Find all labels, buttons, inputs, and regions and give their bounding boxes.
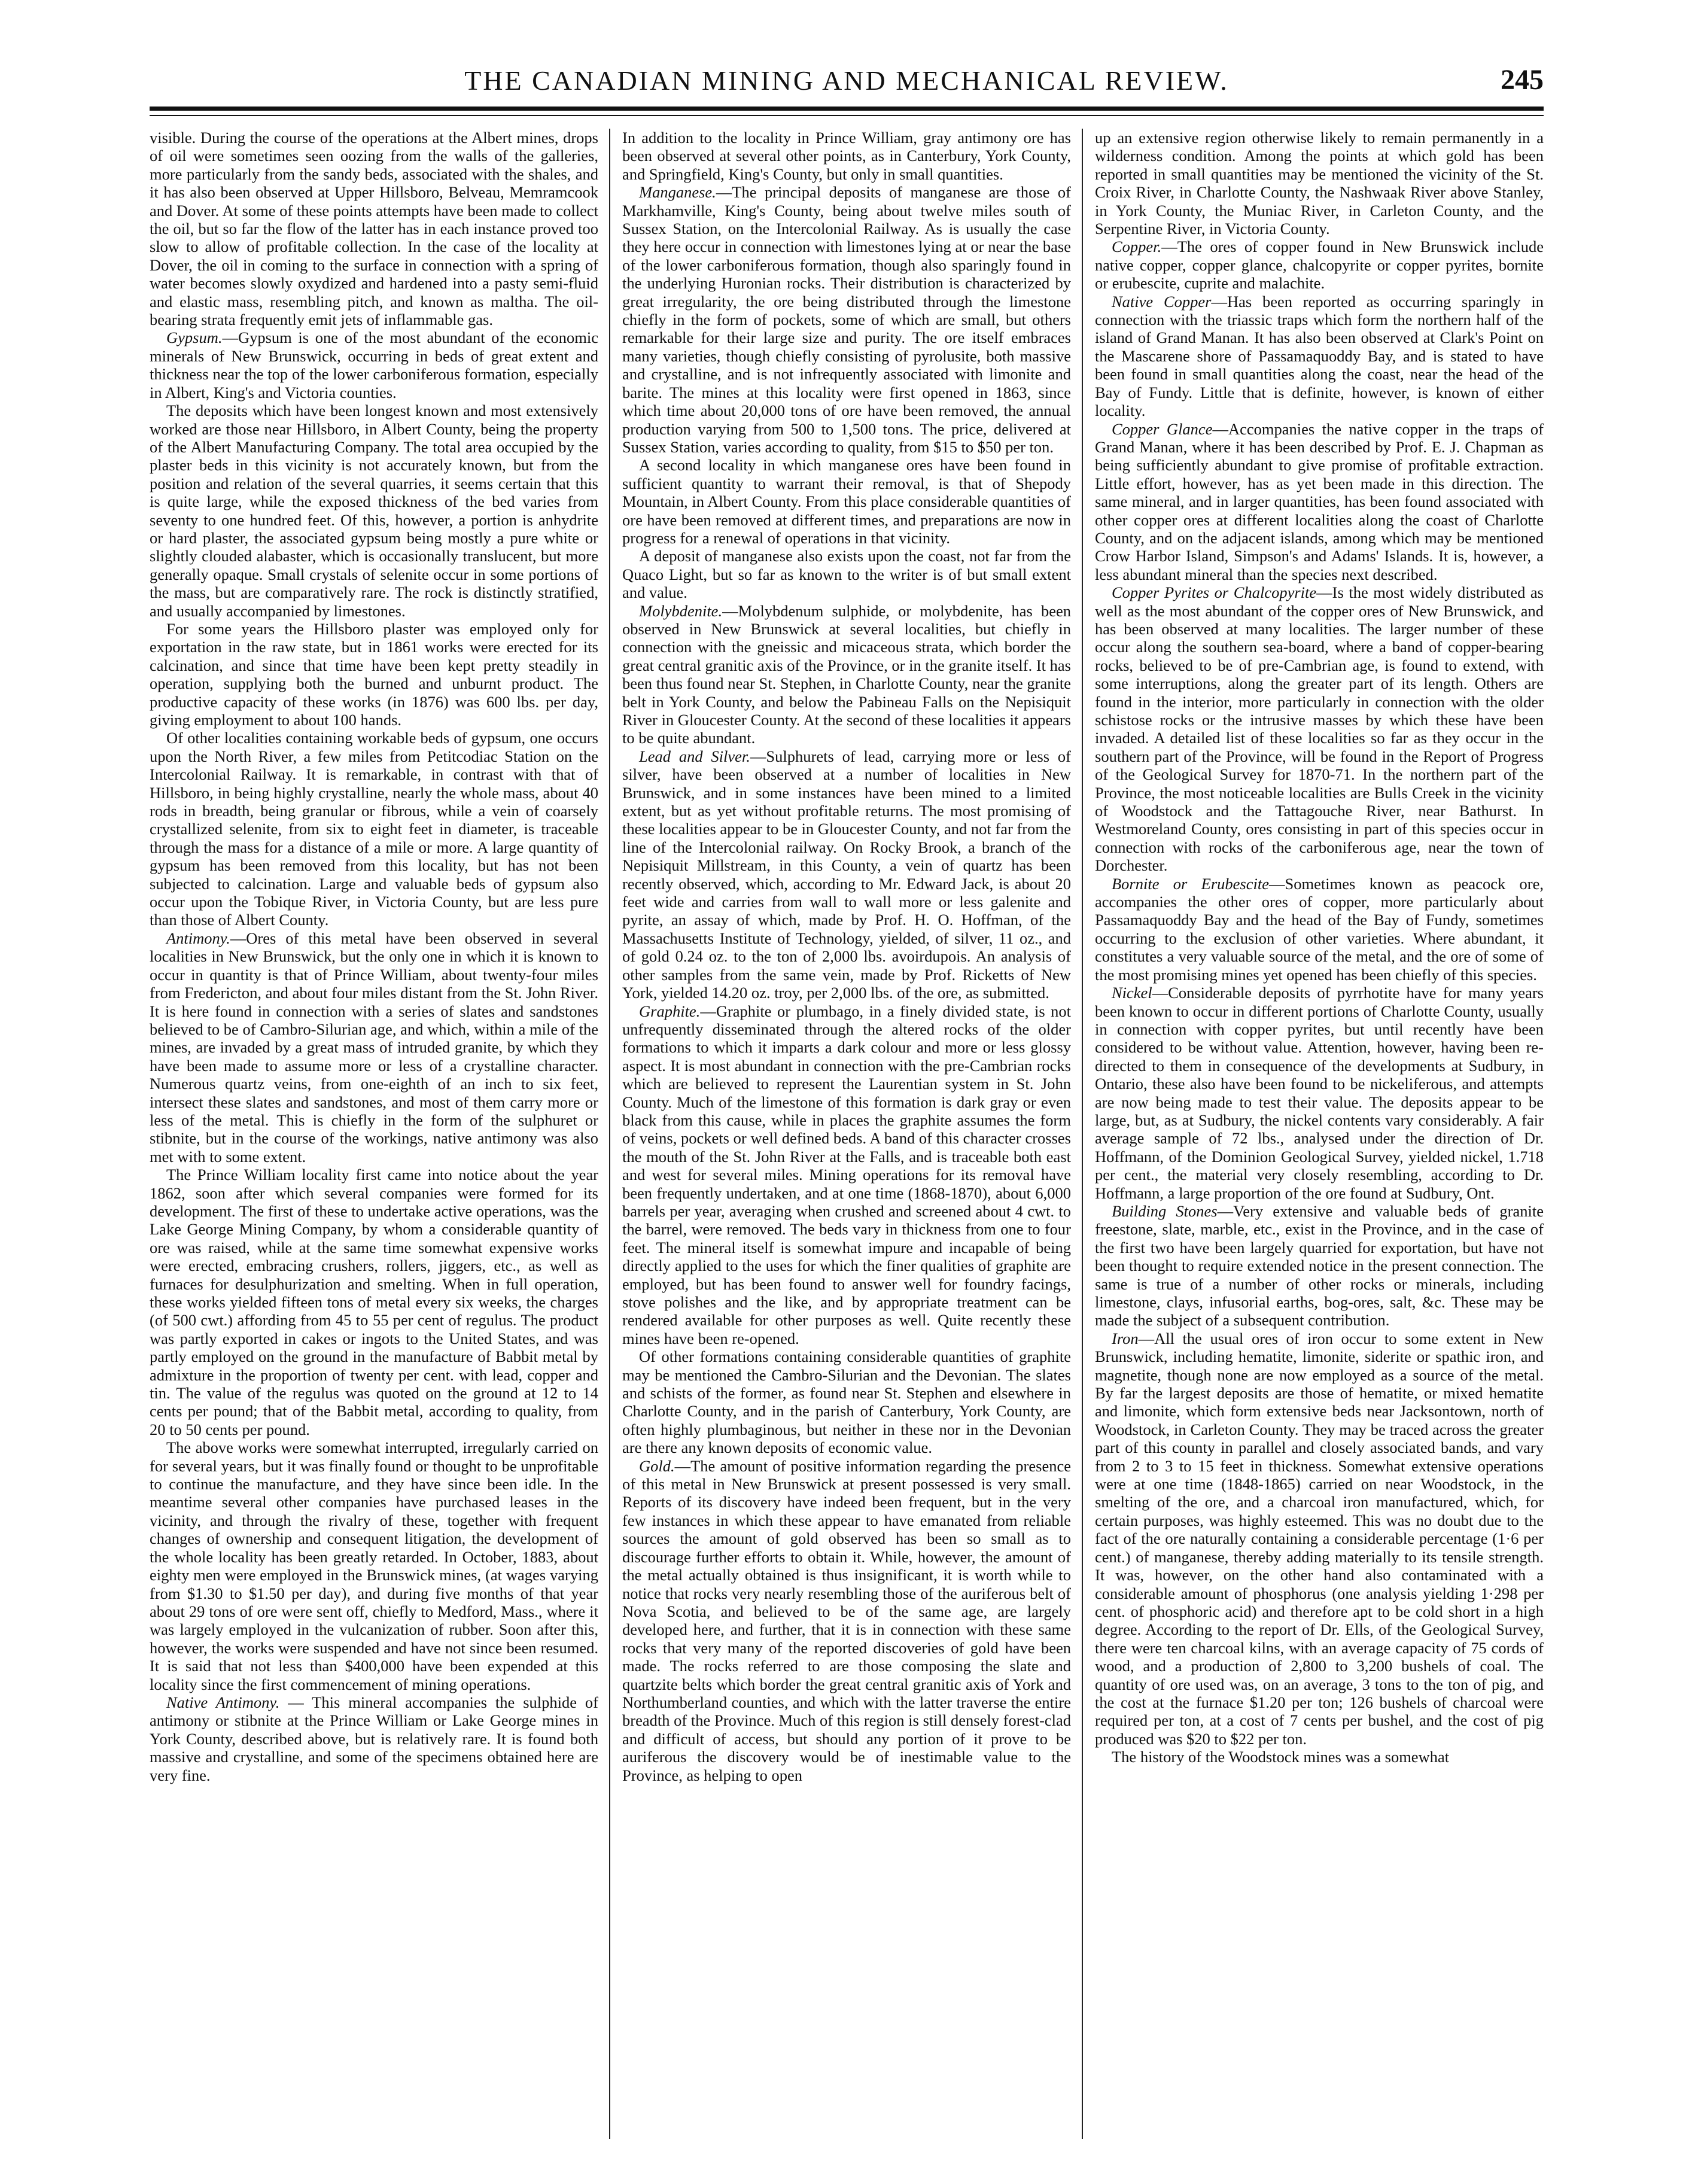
paragraph-text: Of other localities containing workable beds of gypsum, one occurs upon the North River, a few miles from Petitcodiac Station on the Intercolonial Railway. It is remarkable, in contrast with that of Hillsboro, in being highly crystalline, nearly the whole mass, about 40 rods in breadth, being granular or fibrous, while a vein of coarsely crystallized selenite, from six to eight feet in diameter, is traceable through the mass for a distance of a mile or more. A large quantity of gypsum has been removed from this locality, but has not been subjected to calcination. Large and valuable beds of gypsum also occur upon the Tobique River, in Victoria County, but are less pure than those of Albert County.: [150, 729, 598, 929]
paragraph: [622, 1002, 1071, 1348]
paragraph: [622, 547, 1071, 601]
paragraph: [1095, 1748, 1544, 1766]
paragraph-text: —Accompanies the native copper in the traps of Grand Manan, where it has been described by Prof. E. J. Chapman as being sufficiently abundant to give promise of profitable extraction. Little effort, however, has as yet been made in this direction. The same mineral, and in larger quantities, has been found associated with other copper ores at different localities along the coast of Charlotte County, and on the adjacent islands, among which may be mentioned Crow Harbor Island, Simpson's and Adams' Islands. It is, however, a less abundant mineral than the species next described.: [1095, 419, 1544, 583]
paragraph: [1095, 293, 1544, 420]
paragraph-text: —Sometimes known as peacock ore, accompanies the other ores of copper, more particularly about Passamaquoddy Bay and the head of the Bay of Fundy, sometimes occurring to the exclusion of other varieties. Where abundant, it constitutes a very valuable source of the metal, and the ore of some of the most promising mines yet opened has been chiefly of this species.: [1095, 874, 1544, 984]
paragraph-text: —All the usual ores of iron occur to some extent in New Brunswick, including hematite, limonite, siderite or spathic iron, and magnetite, though none are now employed as a source of the metal. By far the largest deposits are those of hematite, or mixed hematite and limonite, which form extensive beds near Jacksontown, north of Woodstock, in Carleton County. They may be traced across the greater part of this county in parallel and closely associated bands, and vary from 2 to 3 to 15 feet in thickness. Somewhat extensive operations were at one time (1848-1865) carried on near Woodstock, in the smelting of the ore, and a charcoal iron manufactured, which, for certain purposes, was highly esteemed. This was no doubt due to the fact of the ore naturally containing a considerable percentage (1·6 per cent.) of manganese, thereby adding materially to its tensile strength. It was, however, on the other hand also contaminated with a considerable amount of phosphorus (one analysis yielding 1·298 per cent. of phosphoric acid) and therefore apt to be cold short in a high degree. According to the report of Dr. Ells, of the Geological Survey, there were ten charcoal kilns, with an average capacity of 75 cords of wood, and a production of 2,800 to 3,200 bushels of coal. The quantity of ore used was, on an average, 3 tons to the ton of pig, and the cost at the furnace $1.20 per ton; 126 bushels of charcoal were required per ton, at a cost of 7 cents per bushel, and the cost of pig produced was $20 to $22 per ton.: [1095, 1329, 1544, 1748]
header-rule-thick: [150, 107, 1544, 111]
paragraph: [150, 1693, 598, 1784]
paragraph: [150, 929, 598, 1166]
paragraph-text: For some years the Hillsboro plaster was employed only for exportation in the raw state, but in 1861 works were erected for its calcination, and since that time have been kept pretty steadily in operation, supplying both the burned and unburnt product. The productive capacity of these works (in 1876) was 600 lbs. per day, giving employment to about 100 hands.: [150, 619, 598, 729]
column-3: [1095, 129, 1544, 2139]
paragraph-text: The above works were somewhat interrupted, irregularly carried on for several years, but it was finally found or thought to be unprofitable to continue the manufacture, and they have since been idle. In the meantime several other companies have purchased leases in the vicinity, and through the rivalry of these, together with frequent changes of ownership and consequent litigation, the development of the whole locality has been greatly retarded. In October, 1883, about eighty men were employed in the Brunswick mines, (at wages varying from $1.30 to $1.50 per day), and during five months of that year about 29 tons of ore were sent off, chiefly to Medford, Mass., where it was largely employed in the vulcanization of rubber. Soon after this, however, the works were suspended and have not since been resumed. It is said that not less than $400,000 have been expended at this locality since the first commencement of mining operations.: [150, 1438, 598, 1693]
paragraph: [622, 183, 1071, 456]
paragraph-text: —The principal deposits of manganese are those of Markhamville, King's County, being about twelve miles south of Sussex Station, on the Intercolonial Railway. As is usually the case they here occur in connection with limestones lying at or near the base of the lower carboniferous formation, though also sparingly found in the underlying Huronian rocks. Their distribution is characterized by great irregularity, the ore being distributed through the limestone chiefly in the form of pockets, some of which are small, but others remarkable for their large size and purity. The ore itself embraces many varieties, though chiefly consisting of pyrolusite, both massive and crystalline, and is not infrequently associated with limonite and barite. The mines at this locality were first opened in 1863, since which time about 20,000 tons of ore have been removed, the annual production varying from 500 to 1,500 tons. The price, delivered at Sussex Station, varies according to quality, from $15 to $50 per ton.: [622, 183, 1071, 456]
paragraph: [1095, 238, 1544, 292]
page-number: 245: [1501, 64, 1544, 96]
paragraph-text: —Considerable deposits of pyrrhotite have for many years been known to occur in different portions of Charlotte County, usually in connection with copper pyrites, but until recently have been considered to be without value. Attention, however, having been re-directed to them in consequence of the developments at Sudbury, in Ontario, these also have been found to be nickeliferous, and attempts are now being made to test their value. The deposits appear to be large, but, as at Sudbury, the nickel contents vary considerably. A fair average sample of 72 lbs., analysed under the direction of Dr. Hoffmann, of the Dominion Geological Survey, yielded nickel, 1.718 per cent., the material very closely resembling, according to Dr. Hoffmann, a large proportion of the ore found at Sudbury, Ont.: [1095, 984, 1544, 1202]
paragraph-lead: Native Antimony.: [166, 1693, 280, 1711]
paragraph: [150, 1166, 598, 1438]
paragraph-text: The history of the Woodstock mines was a somewhat: [1112, 1748, 1450, 1766]
column-divider-2: [1082, 129, 1083, 2139]
paragraph: [150, 1438, 598, 1693]
paragraph-text: —Molybdenum sulphide, or molybdenite, has been observed in New Brunswick at several localities, but chiefly in connection with the gneissic and micaceous strata, which border the great central granitic axis of the Province, or in the granite itself. It has been thus found near St. Stephen, in Charlotte County, near the granite belt in York County, and below the Pabineau Falls on the Nepisiquit River in Gloucester County. At the second of these localities it appears to be quite abundant.: [622, 601, 1071, 747]
paragraph: [622, 602, 1071, 747]
paragraph-lead: Copper Pyrites or Chalcopyrite: [1112, 583, 1317, 602]
paragraph-lead: Nickel: [1112, 984, 1152, 1002]
paragraph-lead: Manganese.: [639, 183, 716, 202]
paragraph-text: —Ores of this metal have been observed in several localities in New Brunswick, but the only one in which it is known to occur in quantity is that of Prince William, about twenty-four miles from Fredericton, and about four miles distant from the St. John River. It is here found in connection with a series of slates and sandstones believed to be of Cambro-Silurian age, and which, within a mile of the mines, are invaded by a great mass of intruded granite, by which they have been made to assume more or less of a crystalline character. Numerous quartz veins, from one-eighth of an inch to six feet, intersect these slates and sandstones, and most of them carry more or less of the metal. This is chiefly in the form of the sulphuret or stibnite, but in the course of the workings, native antimony was also met with to some extent.: [150, 929, 598, 1166]
running-title: THE CANADIAN MINING AND MECHANICAL REVIEW.: [464, 65, 1229, 96]
paragraph: [1095, 1330, 1544, 1748]
paragraph-lead: Iron: [1112, 1329, 1139, 1347]
paragraph-text: —The amount of positive information regarding the presence of this metal in New Brunswick at present possessed is very small. Reports of its discovery have indeed been frequent, but in the very few instances in which these appear to have emanated from reliable sources the amount of gold observed has been so small as to discourage further efforts to obtain it. While, however, the amount of the metal actually obtained is thus insignificant, it is worth while to notice that rocks very nearly resembling those of the auriferous belt of Nova Scotia, and believed to be of the same age, are largely developed here, and further, that it is in connection with these same rocks that very many of the reported discoveries of gold have been made. The rocks referred to are those composing the slate and quartzite belts which border the great central granitic axis of York and Northumberland counties, and which with the latter traverse the entire breadth of the Province. Much of this region is still densely forest-clad and difficult of access, but should any portion of it prove to be auriferous the discovery would be of inestimable value to the Province, as helping to open: [622, 1456, 1071, 1784]
paragraph-text: In addition to the locality in Prince William, gray antimony ore has been observed at several other points, as in Canterbury, York County, and Springfield, King's County, but only in small quantities.: [622, 129, 1071, 183]
paragraph-text: —The ores of copper found in New Brunswick include native copper, copper glance, chalcopyrite or copper pyrites, bornite or erubescite, cuprite and malachite.: [1095, 238, 1544, 293]
paragraph-lead: Gold.: [639, 1456, 675, 1475]
paragraph-text: —Graphite or plumbago, in a finely divided state, is not unfrequently disseminated through the altered rocks of the older formations to which it imparts a dark colour and more or less glossy aspect. It is most abundant in connection with the pre-Cambrian rocks which are believed to represent the Laurentian system in St. John County. Much of the limestone of this formation is dark gray or even black from this cause, while in places the graphite assumes the form of veins, pockets or well defined beds. A band of this character crosses the mouth of the St. John River at the Falls, and is traceable both east and west for several miles. Mining operations for its removal have been frequently undertaken, and at one time (1868-1870), about 6,000 barrels per year, averaging when crushed and screened about 4 cwt. to the barrel, were removed. The beds vary in thickness from one to four feet. The mineral itself is somewhat impure and incapable of being directly applied to the uses for which the finer qualities of graphite are employed, but has been found to answer well for foundry facings, stove polishes and the like, and by appropriate treatment can be rendered available for other purposes as well. Quite recently these mines have been re-opened.: [622, 1002, 1071, 1347]
paragraph-lead: Copper.: [1112, 238, 1162, 256]
column-1: [150, 129, 598, 2139]
paragraph-text: The Prince William locality first came into notice about the year 1862, soon after which several companies were formed for its development. The first of these to undertake active operations, was the Lake George Mining Company, by whom a considerable quantity of ore was raised, while at the same time somewhat expensive works were erected, embracing crushers, rollers, jiggers, etc., as well as furnaces for desulphurization and smelting. When in full operation, these works yielded fifteen tons of metal every six weeks, the charges (of 500 cwt.) affording from 45 to 55 per cent of regulus. The product was partly exported in cakes or ingots to the United States, and was partly employed on the ground in the manufacture of Babbit metal by admixture in the proportion of twenty per cent. with lead, copper and tin. The value of the regulus was quoted on the ground at 12 to 14 cents per pound; that of the Babbit metal, according to quality, from 20 to 50 cents per pound.: [150, 1166, 598, 1438]
paragraph: [150, 620, 598, 729]
paragraph: [1095, 129, 1544, 238]
paragraph-lead: Lead and Silver.: [639, 747, 750, 765]
paragraph: [1095, 875, 1544, 984]
paragraph-lead: Native Copper: [1112, 292, 1212, 311]
paragraph: [622, 129, 1071, 183]
paragraph-text: A deposit of manganese also exists upon the coast, not far from the Quaco Light, but so far as known to the writer is of but small extent and value.: [622, 547, 1071, 602]
paragraph: [1095, 1202, 1544, 1330]
paragraph-lead: Antimony.: [166, 929, 230, 947]
paragraph-lead: Bornite or Erubescite: [1112, 874, 1269, 893]
paragraph-lead: Molybdenite.: [639, 601, 723, 620]
paragraph-text: Of other formations containing considerable quantities of graphite may be mentioned the Cambro-Silurian and the Devonian. The slates and schists of the former, as found near St. Stephen and elsewhere in Charlotte County, and in the parish of Canterbury, York County, are often highly plumbaginous, but neither in these nor in the Devonian are there any known deposits of economic value.: [622, 1347, 1071, 1457]
paragraph: [622, 1347, 1071, 1456]
paragraph: [1095, 583, 1544, 875]
paragraph: [150, 129, 598, 328]
paragraph-text: The deposits which have been longest known and most extensively worked are those near Hillsboro, in Albert County, being the property of the Albert Manufacturing Company. The total area occupied by the plaster beds in this vicinity is not accurately known, but from the position and relation of the several quarries, it seems certain that this is quite large, while the exposed thickness of the bed varies from seventy to one hundred feet. Of this, however, a portion is anhydrite or hard plaster, the associated gypsum being mostly a pure white or slightly clouded alabaster, which is occasionally translucent, but more generally opaque. Small crystals of selenite occur in some portions of the mass, but are comparatively rare. The rock is distinctly stratified, and usually accompanied by limestones.: [150, 401, 598, 620]
paragraph: [1095, 420, 1544, 584]
paragraph: [150, 401, 598, 620]
paragraph-lead: Gypsum.: [166, 328, 223, 347]
paragraph-lead: Copper Glance: [1112, 419, 1213, 438]
column-divider-1: [609, 129, 610, 2139]
paragraph: [622, 747, 1071, 1002]
paragraph-text: — This mineral accompanies the sulphide of antimony or stibnite at the Prince William or Lake George mines in York County, described above, but is relatively rare. It is found both massive and crystalline, and some of the specimens obtained here are very fine.: [150, 1693, 598, 1784]
paragraph: [622, 1457, 1071, 1784]
header-rule-thin: [150, 115, 1544, 116]
paragraph-text: —Very extensive and valuable beds of granite freestone, slate, marble, etc., exist in the Province, and in the case of the first two have been largely quarried for exportation, but have not been thought to require extended notice in the present connection. The same is true of a number of other rocks or minerals, including limestone, clays, infusorial earths, bog-ores, salt, &c. These may be made the subject of a subsequent contribution.: [1095, 1201, 1544, 1330]
paragraph: [150, 328, 598, 401]
paragraph-text: A second locality in which manganese ores have been found in sufficient quantity to warrant their removal, is that of Shepody Mountain, in Albert County. From this place considerable quantities of ore have been removed at different times, and preparations are now in progress for a renewal of operations in that vicinity.: [622, 456, 1071, 547]
paragraph: [150, 729, 598, 929]
paragraph-text: —Sulphurets of lead, carrying more or less of silver, have been observed at a number of localities in New Brunswick, and in some instances have been mined to a limited extent, but as yet without profitable returns. The most promising of these localities appear to be in Gloucester County, and not far from the line of the Intercolonial railway. On Rocky Brook, a branch of the Nepisiquit Millstream, in this County, a vein of quartz has been recently observed, which, according to Mr. Edward Jack, is about 20 feet wide and carries from wall to wall more or less galenite and pyrite, an assay of which, made by Prof. H. O. Hoffman, of the Massachusetts Institute of Technology, yielded, of silver, 11 oz., and of gold 0.24 oz. to the ton of 2,000 lbs. avoirdupois. An analysis of other samples from the same vein, made by Prof. Ricketts of New York, yielded 14.20 oz. troy, per 2,000 lbs. of the ore, as submitted.: [622, 747, 1071, 1002]
paragraph-text: —Gypsum is one of the most abundant of the economic minerals of New Brunswick, occurring in beds of great extent and thickness near the top of the lower carboniferous formation, especially in Albert, King's and Victoria counties.: [150, 328, 598, 401]
paragraph-text: —Is the most widely distributed as well as the most abundant of the copper ores of New Brunswick, and has been observed at many localities. The larger number of these occur along the southern sea-board, where a band of copper-bearing rocks, believed to be of pre-Cambrian age, is found to extend, with some interruptions, along the greater part of its length. Others are found in the interior, more particularly in connection with the older schistose rocks or the intrusive masses by which these have been invaded. A detailed list of these localities so far as they occur in the southern part of the Province, will be found in the Report of Progress of the Geological Survey for 1870-71. In the northern part of the Province, the most noticeable localities are Bulls Creek in the vicinity of Woodstock and the Tattagouche River, near Bathurst. In Westmoreland County, ores consisting in part of this species occur in connection with rocks of the carboniferous age, near the town of Dorchester.: [1095, 583, 1544, 875]
paragraph-text: visible. During the course of the operations at the Albert mines, drops of oil were sometimes seen oozing from the walls of the galleries, more particularly from the sandy beds, associated with the shales, and it has also been observed at Upper Hillsboro, Belveau, Memramcook and Dover. At some of these points attempts have been made to collect the oil, but so far the flow of the latter has in each instance proved too slow to allow of profitable collection. In the case of the locality at Dover, the oil in coming to the surface in connection with a spring of water becomes slowly oxydized and hardened into a pasty semi-fluid and elastic mass, resembling pitch, and known as maltha. The oil-bearing strata frequently emit jets of inflammable gas.: [150, 129, 598, 329]
paragraph-text: —Has been reported as occurring sparingly in connection with the triassic traps which form the northern half of the island of Grand Manan. It has also been observed at Clark's Point on the Mascarene shore of Passamaquoddy Bay, and is stated to have been found in small quantities along the coast, near the head of the Bay of Fundy. Little that is definite, however, is known of either locality.: [1095, 292, 1544, 420]
paragraph: [1095, 984, 1544, 1202]
paragraph-lead: Building Stones: [1112, 1201, 1218, 1220]
page-header: [150, 65, 1544, 112]
column-2: [622, 129, 1071, 2139]
paragraph-text: up an extensive region otherwise likely to remain permanently in a wilderness condition. Among the points at which gold has been reported in small quantities may be mentioned the vicinity of the St. Croix River, in Charlotte County, the Nashwaak River above Stanley, in York County, the Muniac River, in Carleton County, and the Serpentine River, in Victoria County.: [1095, 129, 1544, 238]
paragraph: [622, 456, 1071, 547]
paragraph-lead: Graphite.: [639, 1002, 701, 1020]
